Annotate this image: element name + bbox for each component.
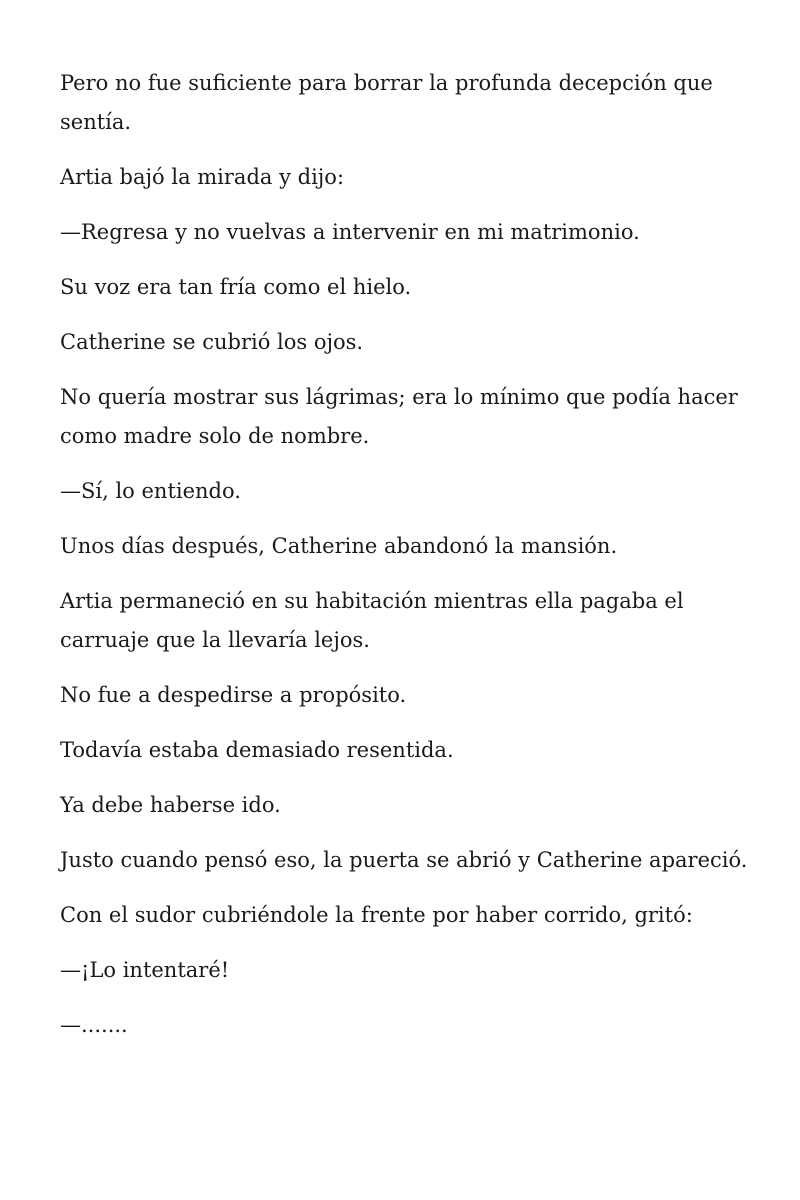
paragraph: Artia permaneció en su habitación mientras ella pagaba el carruaje que la llevaría lejos. — [60, 589, 684, 652]
paragraph: Con el sudor cubriéndole la frente por haber corrido, gritó: — [60, 903, 693, 927]
paragraph: Unos días después, Catherine abandonó la mansión. — [60, 534, 618, 558]
reading-page — [60, 64, 750, 1061]
paragraph: Catherine se cubrió los ojos. — [60, 330, 364, 354]
paragraph: No fue a despedirse a propósito. — [60, 683, 407, 707]
paragraph: Su voz era tan fría como el hielo. — [60, 275, 412, 299]
paragraph: Pero no fue suficiente para borrar la profunda decepción que sentía. — [60, 71, 713, 134]
paragraph: Justo cuando pensó eso, la puerta se abrió y Catherine apareció. — [60, 848, 748, 872]
paragraph: Ya debe haberse ido. — [60, 793, 281, 817]
paragraph: —¡Lo intentaré! — [60, 958, 230, 982]
paragraph: Todavía estaba demasiado resentida. — [60, 738, 454, 762]
paragraph: —Regresa y no vuelvas a intervenir en mi matrimonio. — [60, 220, 640, 244]
paragraph: Artia bajó la mirada y dijo: — [60, 165, 345, 189]
paragraph: —....... — [60, 1013, 128, 1037]
paragraph: —Sí, lo entiendo. — [60, 479, 241, 503]
paragraph: No quería mostrar sus lágrimas; era lo mínimo que podía hacer como madre solo de nombre. — [60, 385, 738, 448]
